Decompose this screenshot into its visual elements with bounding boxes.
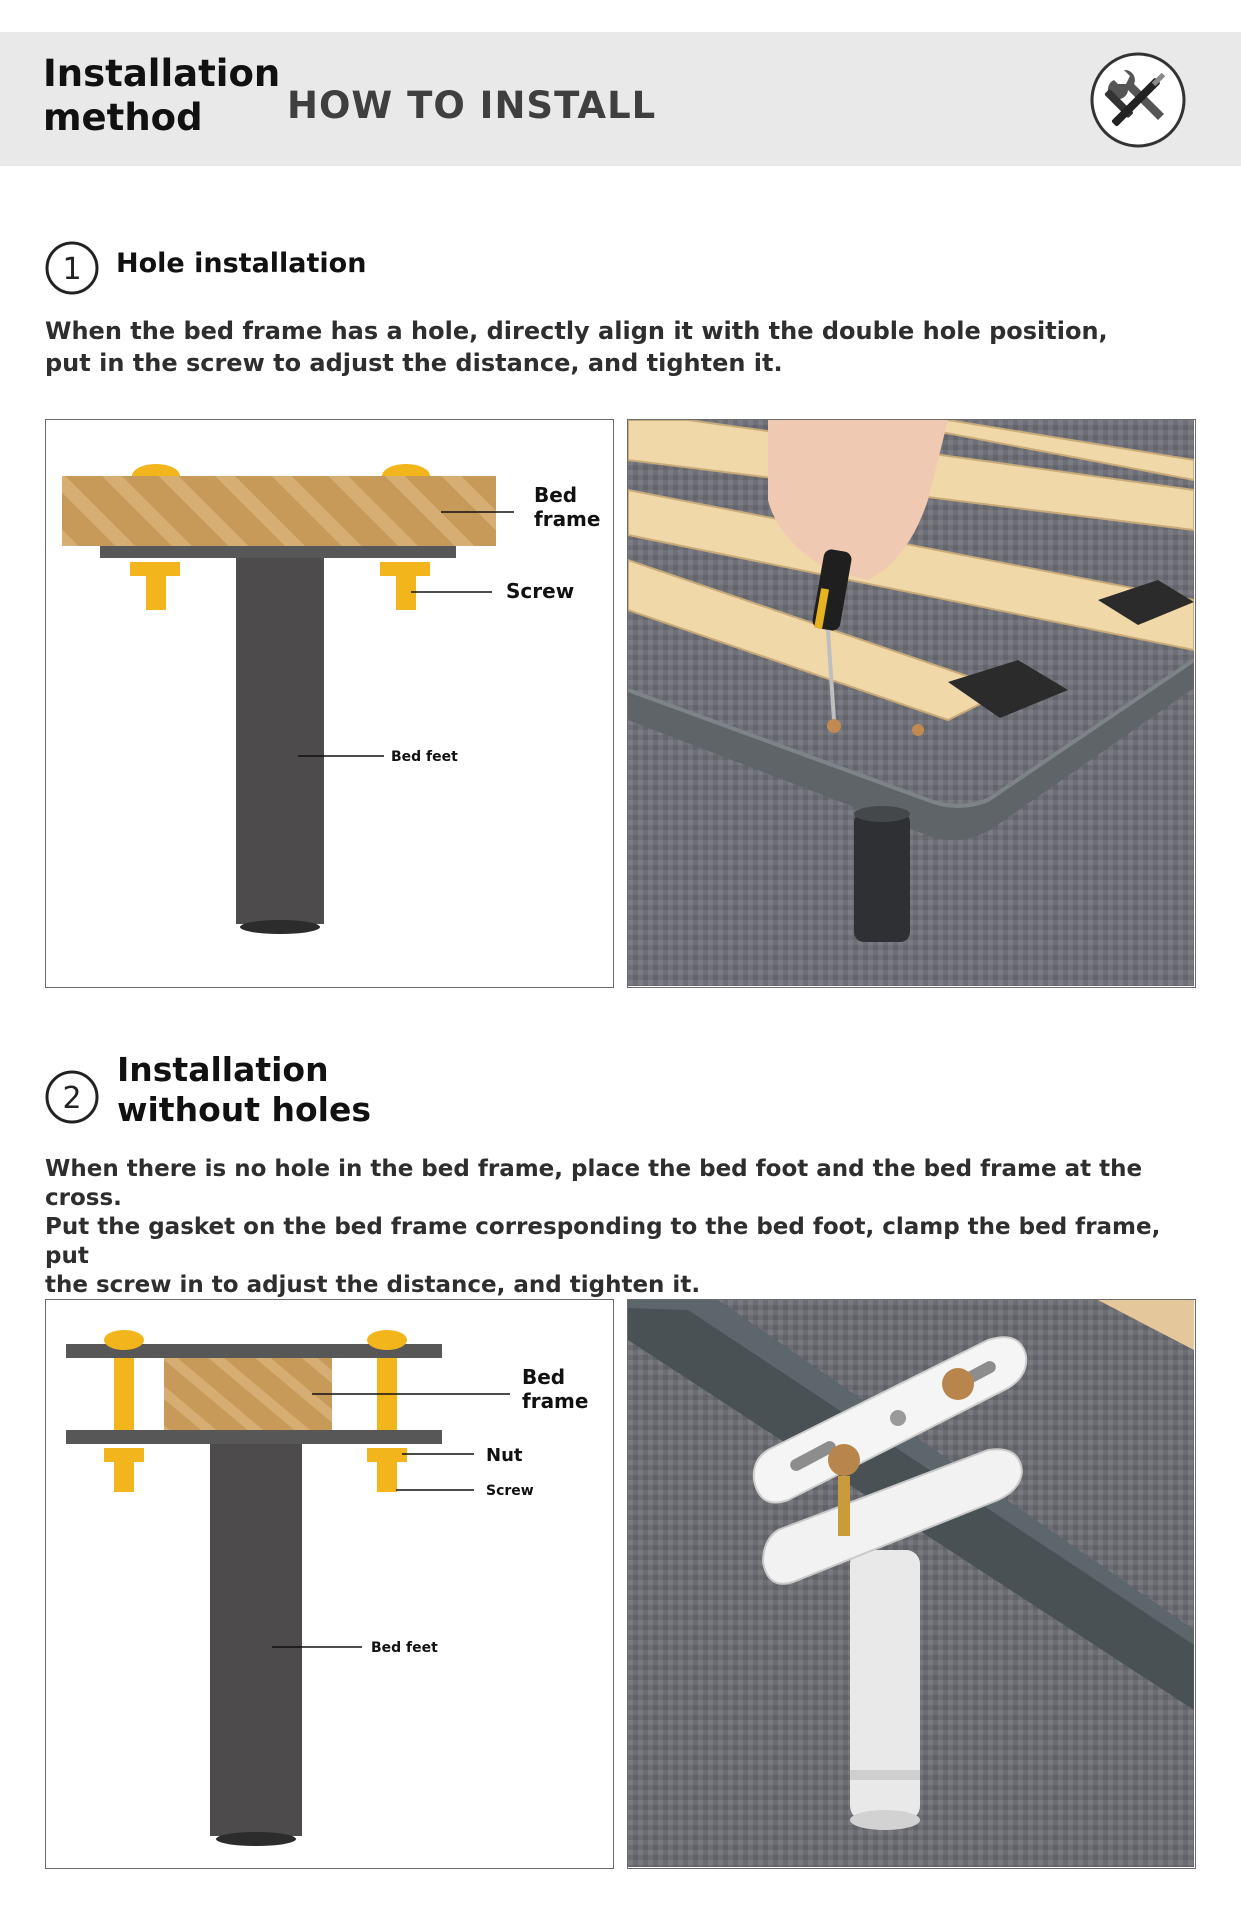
screw-shaft [396,576,416,610]
screw-shaft [146,576,166,610]
step-1-description: When the bed frame has a hole, directly align it with the double hole position, put in the screw to adjust the distance, and tighten it. [45,317,1108,377]
screw-head [104,1330,144,1350]
bed-frame-label: frame [534,507,601,531]
bed-leg [210,1444,302,1836]
step-1-photo [627,419,1196,988]
bed-feet-label: Bed feet [371,1640,438,1656]
screw-head [367,1330,407,1350]
screw-shaft [114,1358,134,1430]
bed-feet-label: Bed feet [391,749,458,765]
step-2-title: Installation without holes [117,1050,371,1129]
svg-text:1: 1 [62,252,82,287]
screw-nut [104,1448,144,1462]
bed-leg [236,558,324,924]
bed-frame-label: frame [522,1389,589,1413]
page-subtitle: HOW TO INSTALL [287,84,657,127]
bottom-plate [66,1430,442,1444]
step-1-number-icon [45,241,99,295]
bed-frame-label: Bed [522,1365,566,1389]
page-title: Installation method [43,52,281,139]
step-1-diagram [45,419,614,988]
step-2-diagram [45,1299,614,1869]
bed-leg-foot [240,920,320,934]
bed-leg-foot [216,1832,296,1846]
bed-frame-block [62,476,496,546]
screw-nut [380,562,430,576]
bed-frame-block [164,1358,332,1430]
step-2-photo [627,1299,1196,1869]
screw-nut [367,1448,407,1462]
screw-nut [130,562,180,576]
step-2-number-icon [45,1070,99,1124]
step-2-description: When there is no hole in the bed frame, place the bed foot and the bed frame at the cross. Put the gasket on the bed frame corresponding to the bed foot, clamp the bed frame, put the screw in to adjust the distance, and tighten it. [45,1156,1161,1298]
mount-plate [100,546,456,558]
step-1-title: Hole installation [116,248,367,279]
screw-shaft [377,1462,397,1492]
screw-label: Screw [506,579,575,603]
tools-icon [1088,50,1188,150]
screw-label: Screw [486,1483,534,1499]
nut-label: Nut [486,1445,523,1466]
screw-shaft [114,1462,134,1492]
bed-frame-label: Bed [534,483,578,507]
svg-text:2: 2 [62,1081,82,1116]
